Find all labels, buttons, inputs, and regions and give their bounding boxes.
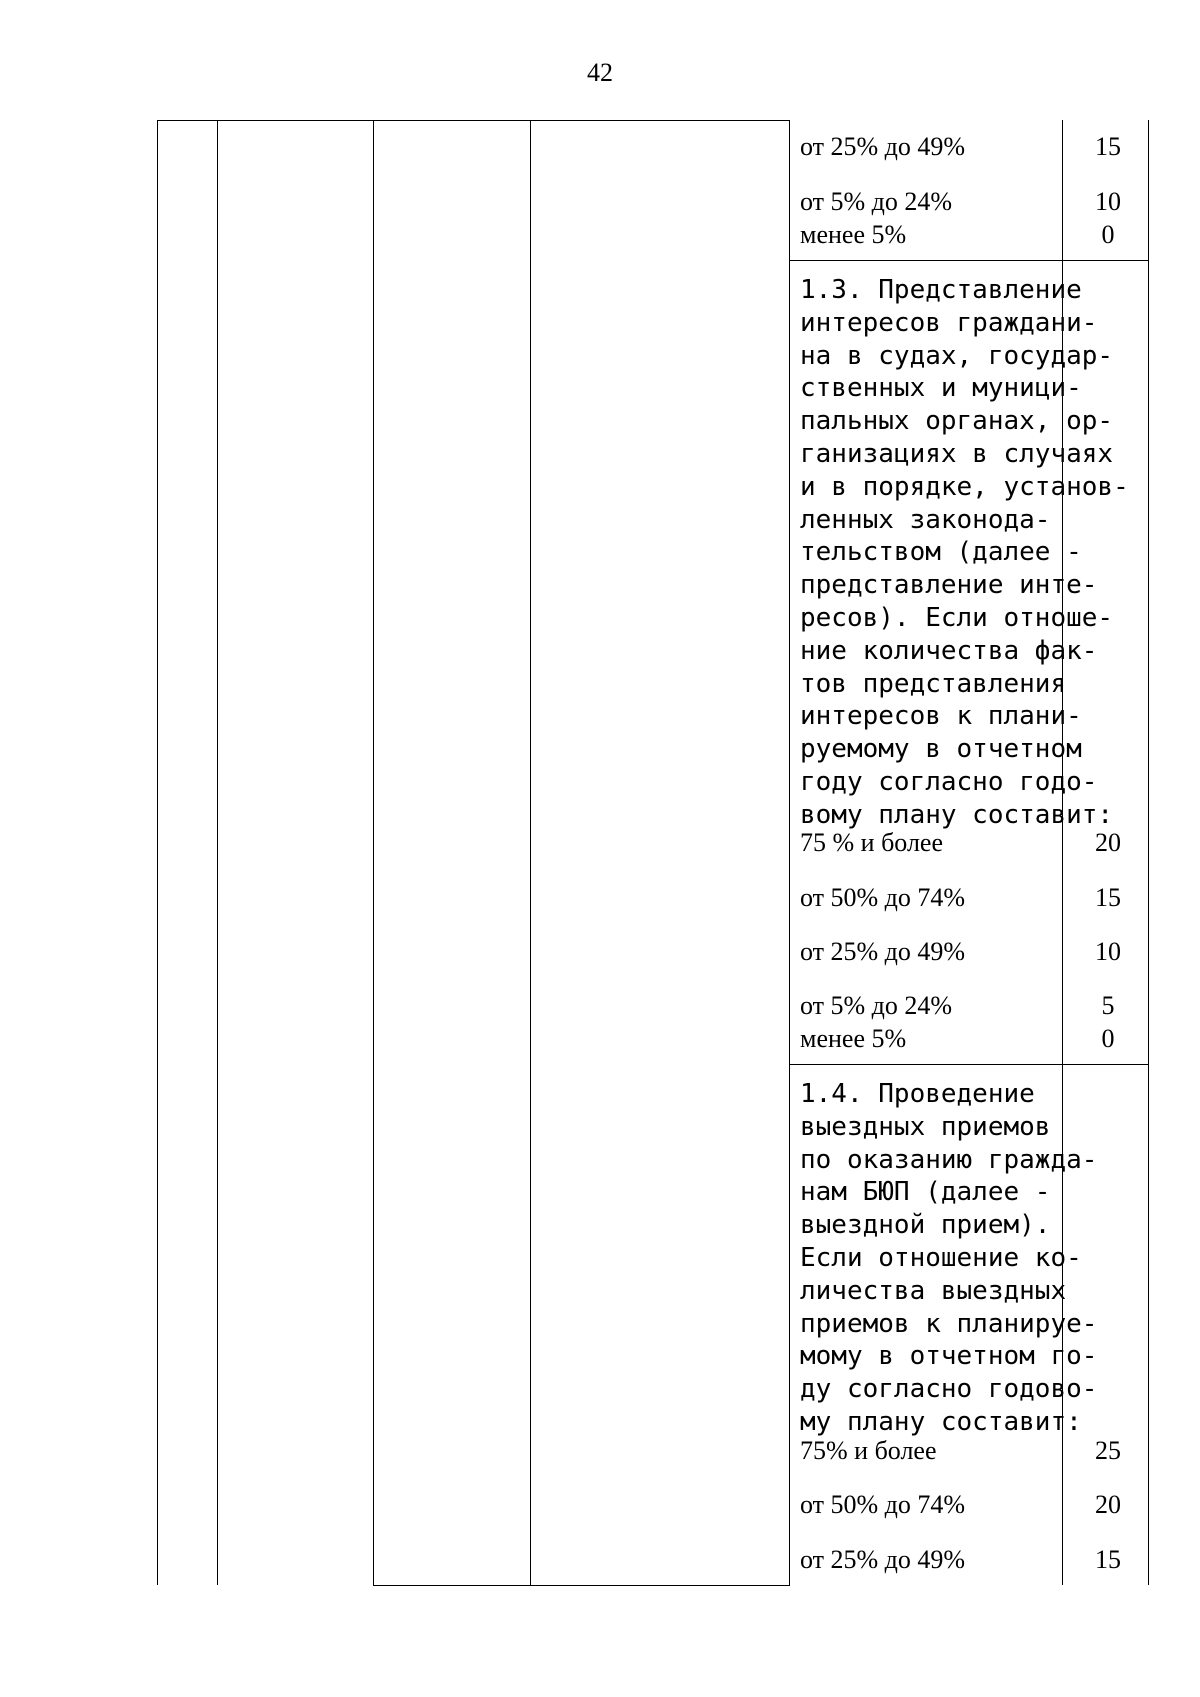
criterion-text-line: году согласно годо- — [800, 766, 1098, 797]
row-score: 20 — [1095, 828, 1121, 857]
criterion-text-line: интересов граждани- — [800, 307, 1098, 338]
criterion-1-4-text — [800, 1078, 1098, 1439]
column-2-left-border — [217, 120, 218, 1585]
row-divider-1-4 — [789, 1064, 1149, 1065]
criterion-text-line: 1.4. Проведение — [800, 1079, 1035, 1109]
criterion-text-line: му плану составит: — [800, 1406, 1082, 1437]
row-label: от 50% до 74% — [800, 883, 966, 912]
criterion-text-line: личества выездных — [800, 1275, 1067, 1306]
row-score: 15 — [1095, 1545, 1121, 1574]
row-label: 75 % и более — [800, 828, 944, 857]
criterion-1-3-text — [800, 274, 1129, 832]
criterion-text-line: руемому в отчетном — [800, 734, 1082, 765]
row-label: от 25% до 49% — [800, 132, 966, 161]
table-top-border — [157, 120, 789, 121]
column-3-left-border — [373, 120, 374, 1585]
criterion-text-line: мому в отчетном го- — [800, 1341, 1098, 1372]
row-score: 0 — [1101, 220, 1115, 249]
column-4-left-border — [530, 120, 531, 1585]
criterion-text-line: приемов к планируе- — [800, 1308, 1098, 1339]
row-score: 25 — [1095, 1436, 1121, 1465]
column-1-left-border — [157, 120, 158, 1585]
criterion-text-line: интересов к плани- — [800, 701, 1082, 732]
row-label: от 25% до 49% — [800, 937, 966, 966]
criterion-text-line: нам БЮП (далее - — [800, 1177, 1051, 1208]
criterion-text-line: ние количества фак- — [800, 635, 1098, 666]
row-label: от 5% до 24% — [800, 991, 953, 1020]
row-divider-1-3 — [789, 260, 1149, 261]
row-label: менее 5% — [800, 220, 907, 249]
criterion-text-line: ганизациях в случаях — [800, 438, 1114, 469]
criterion-text-line: на в судах, государ- — [800, 340, 1114, 371]
criterion-text-line: тельством (далее - — [800, 537, 1082, 568]
criterion-text-line: ду согласно годово- — [800, 1374, 1098, 1405]
criterion-text-line: по оказанию гражда- — [800, 1144, 1098, 1175]
criterion-text-line: выездных приемов — [800, 1111, 1051, 1142]
row-score: 0 — [1101, 1024, 1115, 1053]
row-label: менее 5% — [800, 1024, 907, 1053]
row-score: 15 — [1095, 883, 1121, 912]
row-score: 10 — [1095, 187, 1121, 216]
row-score: 5 — [1101, 991, 1115, 1020]
table-bottom-border-partial — [373, 1585, 790, 1586]
criterion-text-line: ресов). Если отноше- — [800, 602, 1114, 633]
row-label: от 5% до 24% — [800, 187, 953, 216]
criterion-text-line: ственных и муници- — [800, 373, 1082, 404]
row-label: от 25% до 49% — [800, 1545, 966, 1574]
row-score: 20 — [1095, 1490, 1121, 1519]
column-5-left-border — [789, 120, 790, 1585]
criterion-text-line: выездной прием). — [800, 1210, 1051, 1241]
criterion-text-line: и в порядке, установ- — [800, 471, 1129, 502]
row-score: 15 — [1095, 132, 1121, 161]
criterion-text-line: представление инте- — [800, 570, 1098, 601]
page-number: 42 — [587, 58, 613, 87]
criterion-text-line: тов представления — [800, 668, 1067, 699]
criterion-text-line: вому плану составит: — [800, 799, 1114, 830]
criterion-text-line: ленных законода- — [800, 504, 1051, 535]
row-label: 75% и более — [800, 1436, 937, 1465]
row-score: 10 — [1095, 937, 1121, 966]
criterion-text-line: 1.3. Представление — [800, 275, 1082, 305]
row-label: от 50% до 74% — [800, 1490, 966, 1519]
criterion-text-line: пальных органах, ор- — [800, 406, 1114, 437]
criterion-text-line: Если отношение ко- — [800, 1242, 1082, 1273]
